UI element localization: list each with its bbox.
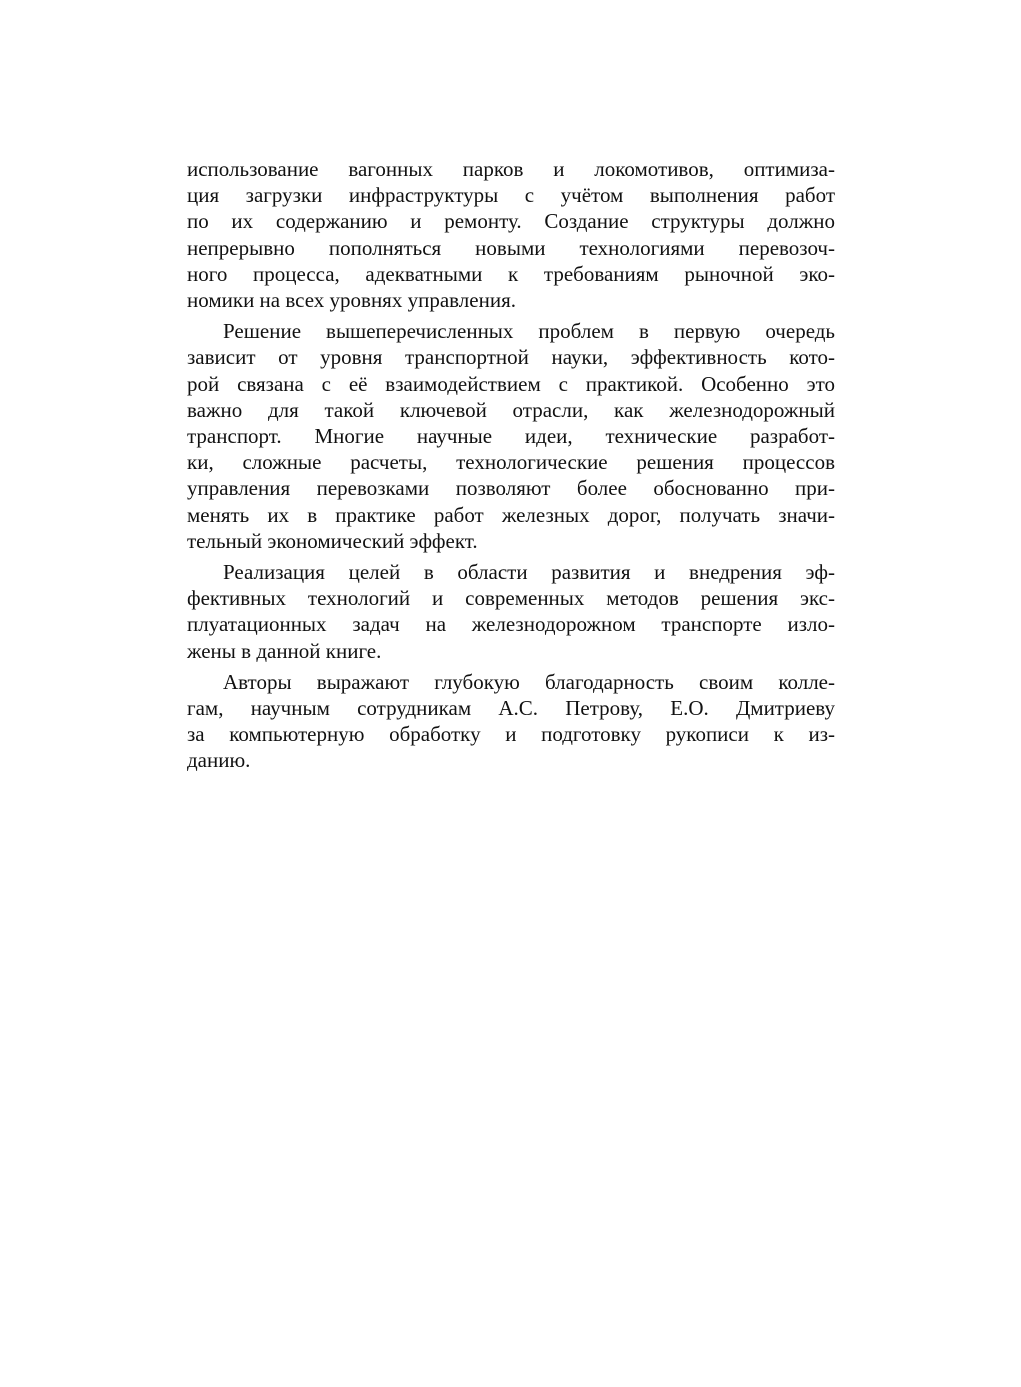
text-line: плуатационных задач на железнодорожном транспорте изло- [187, 612, 835, 637]
text-line: важно для такой ключевой отрасли, как железнодорожный [187, 397, 835, 422]
text-line: номики на всех уровнях управления. [187, 288, 516, 313]
text-line: менять их в практике работ железных дорог, получать значи- [187, 502, 835, 527]
text-line: непрерывно пополняться новыми технологиями перевозоч- [187, 235, 835, 260]
text-line: по их содержанию и ремонту. Создание структуры должно [187, 209, 835, 234]
text-line: тельный экономический эффект. [187, 528, 478, 553]
document-body [187, 156, 835, 779]
text-line: ция загрузки инфраструктуры с учётом выполнения работ [187, 183, 835, 208]
text-line: зависит от уровня транспортной науки, эффективность кото- [187, 345, 835, 370]
paragraph-4 [187, 669, 835, 774]
paragraph-2 [187, 318, 835, 554]
paragraph-1 [187, 156, 835, 313]
text-line: фективных технологий и современных методов решения экс- [187, 586, 835, 611]
text-line: за компьютерную обработку и подготовку рукописи к из- [187, 722, 835, 747]
text-line: жены в данной книге. [187, 638, 382, 663]
text-line: рой связана с её взаимодействием с практикой. Особенно это [187, 371, 835, 396]
text-line: гам, научным сотрудникам А.С. Петрову, Е.О. Дмитриеву [187, 696, 835, 721]
text-line: использование вагонных парков и локомотивов, оптимиза- [187, 157, 835, 181]
text-line: ного процесса, адекватными к требованиям рыночной эко- [187, 261, 835, 286]
paragraph-3 [187, 559, 835, 664]
text-line: транспорт. Многие научные идеи, технические разработ- [187, 424, 835, 449]
text-line: Реализация целей в области развития и внедрения эф- [223, 560, 835, 585]
text-line: Решение вышеперечисленных проблем в первую очередь [223, 319, 835, 344]
text-line: ки, сложные расчеты, технологические решения процессов [187, 450, 835, 475]
text-line: управления перевозками позволяют более обоснованно при- [187, 476, 835, 501]
text-line: данию. [187, 748, 251, 773]
text-line: Авторы выражают глубокую благодарность своим колле- [223, 669, 835, 694]
